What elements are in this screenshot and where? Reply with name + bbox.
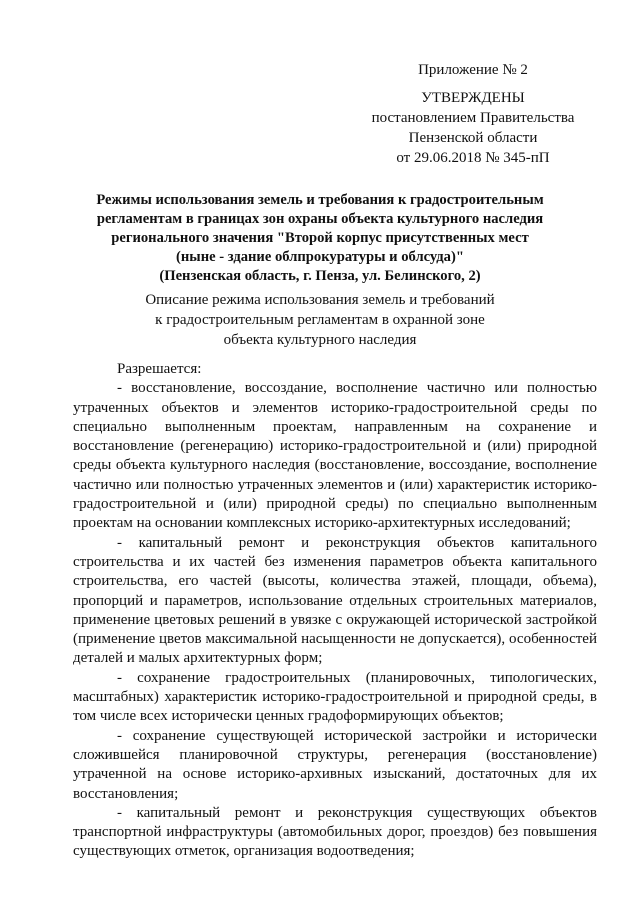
allowed-heading: Разрешается: xyxy=(117,361,202,377)
body-paragraph: - сохранение существующей исторической застройки и исторически сложившейся планировочной структуры, регенерация (восстановление) утраченной на основе историко-архивных изысканий, достаточных для их восстановления; xyxy=(73,727,597,802)
title-line: регионального значения "Второй корпус присутственных мест xyxy=(111,230,529,246)
title-line: (Пензенская область, г. Пенза, ул. Белинского, 2) xyxy=(159,268,481,284)
body-paragraph: - капитальный ремонт и реконструкция существующих объектов транспортной инфраструктуры (автомобильных дорог, проездов) без повышения существующих отметок, организация водоотведения; xyxy=(73,804,597,860)
title-line: Режимы использования земель и требования к градостроительным xyxy=(96,192,544,208)
approved-date: от 29.06.2018 № 345-пП xyxy=(396,150,550,166)
subtitle-line: Описание режима использования земель и требований xyxy=(145,292,495,308)
subtitle-line: объекта культурного наследия xyxy=(223,332,417,348)
title-line: (ныне - здание облпрокуратуры и облсуда)" xyxy=(176,249,464,265)
title-line: регламентам в границах зон охраны объекта культурного наследия xyxy=(96,211,544,227)
approved-region: Пензенской области xyxy=(408,130,538,146)
approved-label: УТВЕРЖДЕНЫ xyxy=(421,90,525,106)
body-paragraph: - восстановление, воссоздание, восполнение частично или полностью утраченных объектов и элементов историко-градостроительной среды по специально выполненным проектам, направленным на сохранение и восстановление (регенерацию) историко-градостроительной и (или) природной среды объекта культурного наследия (восстановление, воссоздание, восполнение частично или полностью утраченных элементов и (или) характеристик историко-градостроительной и (или) природной среды) по специально выполненным проектам на основании комплексных историко-архитектурных исследований; xyxy=(73,380,597,532)
approved-by: постановлением Правительства xyxy=(371,110,575,126)
document-title xyxy=(70,191,570,286)
document-subtitle xyxy=(70,290,570,350)
annex-number: Приложение № 2 xyxy=(418,62,528,78)
body-paragraph: - капитальный ремонт и реконструкция объектов капитального строительства и их частей без изменения параметров объекта капитального строительства, его частей (высоты, количества этажей, площади, объема), пропорций и параметров, использование отдельных строительных материалов, применение цветовых решений в увязке с окружающей исторической застройкой (применение цветов максимальной насыщенности не допускается), особенностей деталей и малых архитектурных форм; xyxy=(73,534,597,667)
body-paragraph: - сохранение градостроительных (планировочных, типологических, масштабных) характеристик историко-градостроительной и природной среды, в том числе всех исторически ценных градоформирующих объектов; xyxy=(73,669,597,725)
subtitle-line: к градостроительным регламентам в охранной зоне xyxy=(155,312,485,328)
approval-block xyxy=(358,60,588,168)
document-body xyxy=(73,360,597,862)
